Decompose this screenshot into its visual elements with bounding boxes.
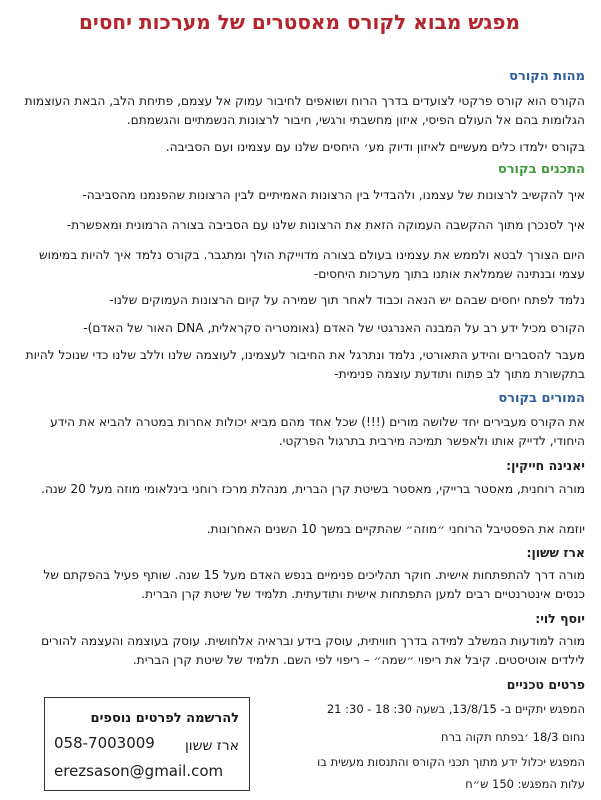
page-title: מפגש מבוא לקורס מאסטרים של מערכות יחסים xyxy=(79,10,520,34)
contents-item: מעבר להסברים והידע התאורטי, נלמד ונתרגל את החיבור לעצמינו, לעוצמה שלנו וללב שלנו כדי שנוכל להיות בתקשורת מתוך לב פתוח ותודעת עוצמה פנימית- xyxy=(25,348,585,381)
about-paragraph-1: הקורס הוא קורס פרקטי לצועדים בדרך הרוח ושואפים לחיבור עמוק אל עצמם, פתיחת הלב, הבאת העוצמות הגלומות בהם אל העולם הפיסי, איזון מחשבתי ורגשי, חיבור לרצונות הנשמתיים והגשמתם. xyxy=(24,94,585,127)
technical-line: עלות המפגש: 150 ש״ח xyxy=(465,777,585,791)
contents-item: היום הצורך לבטא ולממש את עצמינו בעולם בצורה מדוייקת הולך ומתגבר. בקורס נלמד איך להיות במימוש עצמי ובנתינה שממלאת אותנו בתוך מערכות היחסים- xyxy=(38,248,585,281)
teacher-name: יאנינה חייקין: xyxy=(506,458,585,473)
contact-box xyxy=(44,697,250,791)
contents-item: נלמד לפתח יחסים שבהם יש הנאה וכבוד לאחר תוך שמירה על קיום הרצונות העמוקים שלנו- xyxy=(109,293,585,307)
contact-name: ארז ששון xyxy=(184,738,239,754)
technical-line: נחום 18/3 ׳בפתח תקוה ברח xyxy=(440,730,585,744)
contents-heading: התכנים בקורס xyxy=(497,162,585,177)
contact-phone: 058-7003009 xyxy=(54,734,155,752)
contents-item: הקורס מכיל ידע רב על המבנה האנרגטי של האדם (גאומטריה סקראלית, DNA האור של האדם)- xyxy=(83,321,585,335)
teacher-bio: מורה רוחנית, מאסטר ברייקי, מאסטר בשיטת קרן הברית, מנהלת מרכז רוחני בינלאומי מוזה מעל 20 שנה. xyxy=(41,482,585,496)
contact-title: להרשמה לפרטים נוספים xyxy=(90,711,239,726)
teacher-bio: מורה דרך להתפתחות אישית. חוקר תהליכים פנימיים בנפש האדם מעל 15 שנה. שותף פעיל בהפקתם של כנסים אינטרנטיים רבים למען התפתחות אישית ותודעתית. תלמיד של שיטת קרן הברית. xyxy=(43,568,585,601)
contact-email: erezsason@gmail.com xyxy=(54,762,224,780)
teacher-bio: יוזמה את הפסטיבל הרוחני ״מוזה״ שהתקיים במשך 10 השנים האחרונות. xyxy=(206,522,585,536)
technical-line: המפגש יכלול ידע מתוך תכני הקורס והתנסות מעשית בו xyxy=(317,755,585,769)
teachers-intro: את הקורס מעבירים יחד שלושה מורים (!!!) שכל אחד מהם מביא יכולות אחרות במטרה להביא את הידע היחודי, לדייק אותו ולאפשר תמיכה מירבית בתרגול הפרקטי. xyxy=(50,415,585,448)
contents-item: איך להקשיב לרצונות של עצמנו, ולהבדיל בין הרצונות האמיתיים לבין הרצונות שהפנמנו מהסביבה- xyxy=(82,188,585,202)
technical-line: המפגש יתקיים ב- 13/8/15, בשעה 30: 18 - 30: 21 xyxy=(326,702,585,716)
teacher-name: ארז ששון: xyxy=(526,545,585,560)
contents-item: איך לסנכרן מתוך ההקשבה העמוקה הזאת את הרצונות שלנו עם הסביבה בצורה הרמונית ומאפשרת- xyxy=(66,218,585,232)
technical-heading: פרטים טכניים xyxy=(506,677,585,692)
teacher-name: יוסף לוי: xyxy=(535,611,585,626)
teacher-bio: מורה למודעות המשלב למידה בדרך חוויתית, עוסק בידע ובראיה אלחושית. עוסק בעוצמה והעצמה להורים לילדים אוטיסטים. קיבל את ריפוי ״שמה״ – ריפוי לפי השם. תלמיד של שיטת קרן הברית. xyxy=(41,634,585,667)
about-heading: מהות הקורס xyxy=(509,69,585,84)
teachers-heading: המורים בקורס xyxy=(498,391,585,406)
about-paragraph-2: בקורס ילמדו כלים מעשיים לאיזון ודיוק מע׳ היחסים שלנו עם עצמינו ועם הסביבה. xyxy=(165,140,585,154)
